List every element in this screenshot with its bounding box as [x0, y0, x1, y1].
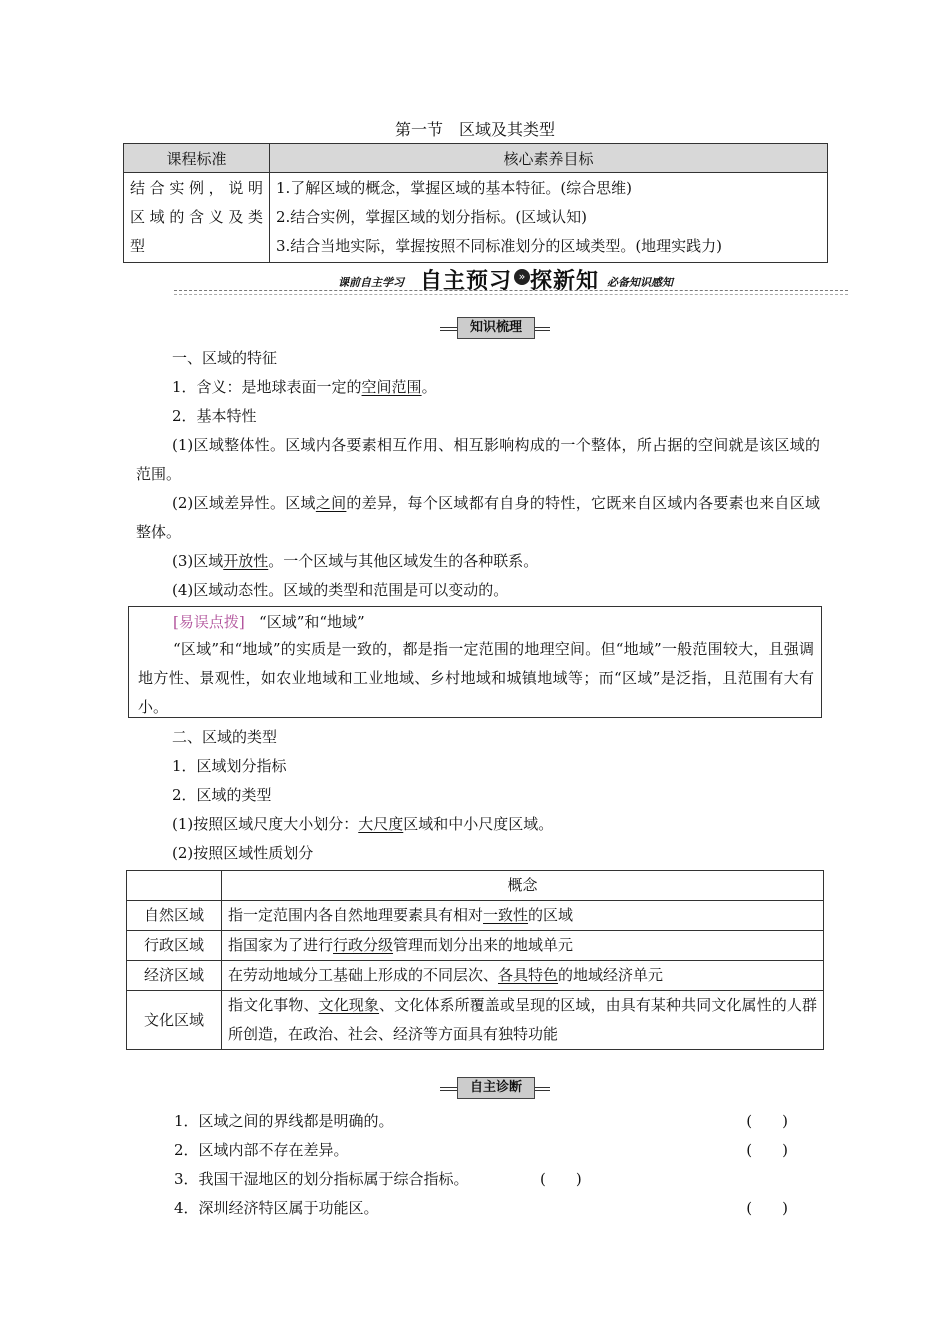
section-banner	[174, 264, 848, 298]
table-row	[127, 991, 824, 1050]
tip-body: “区域”和“地域”的实质是一致的，都是指一定范围的地理空间。但“地域”一般范围较大，且强调地方性、景观性，如农业地域和工业地域、乡村地域和城镇地域等；而“区域”是泛指，且范围有大有小。	[138, 640, 814, 716]
goal-item: 3.结合当地实际，掌握按照不同标准划分的区域类型。(地理实践力)	[276, 237, 723, 255]
item1-end: 。	[421, 378, 437, 396]
knowledge-tag-label: 知识梳理	[457, 317, 535, 339]
concept-text-end: 、文化体系所覆盖或呈现的区域，由具有某种共同文化属性的人群所创造，在政治、社会、经济等方面具有独特功能	[228, 996, 817, 1043]
p2-text: (2)区域差异性。区域	[172, 494, 316, 512]
region-type-concept	[222, 901, 824, 931]
concept-text: 在劳动地域分工基础上形成的不同层次、	[228, 966, 499, 984]
region-type-concept	[222, 961, 824, 991]
section-title	[0, 117, 950, 140]
table-header-concept: 概念	[222, 871, 824, 901]
tip-head	[173, 609, 365, 635]
item1-answer: 空间范围	[361, 378, 422, 396]
table-row	[127, 961, 824, 991]
standards-header-goals: 核心素养目标	[270, 144, 828, 173]
answer-blank[interactable]: ( )	[746, 1112, 788, 1130]
concept-answer: 行政分级	[333, 936, 394, 954]
region-type-name: 经济区域	[127, 961, 222, 991]
banner-arrow-icon: »	[514, 269, 530, 285]
standard-text	[124, 173, 270, 263]
question-item	[174, 1107, 794, 1136]
banner-divider	[174, 294, 848, 295]
question-item	[174, 1136, 794, 1165]
p3-text-end: 。一个区域与其他区域发生的各种联系。	[268, 552, 539, 570]
tip-title: “区域”和“地域”	[259, 613, 365, 631]
question-text: 4．深圳经济特区属于功能区。	[174, 1199, 379, 1217]
table-row	[127, 901, 824, 931]
standard-line: 结合实例，说明	[130, 179, 263, 197]
part1-p1: (1)区域整体性。区域内各要素相互作用、相互影响构成的一个整体，所占据的空间就是该区域的范围。	[136, 436, 820, 483]
concept-text-end: 管理而划分出来的地域单元	[393, 936, 574, 954]
knowledge-tag	[440, 317, 550, 339]
region-type-name: 行政区域	[127, 931, 222, 961]
part2-sub1	[136, 810, 856, 839]
answer-blank[interactable]: ( )	[540, 1170, 582, 1188]
diagnosis-tag-label: 自主诊断	[457, 1077, 535, 1099]
question-text: 3．我国干湿地区的划分指标属于综合指标。	[174, 1170, 469, 1188]
table-header-row	[127, 871, 824, 901]
goal-item: 1.了解区域的概念，掌握区域的基本特征。(综合思维)	[276, 179, 633, 197]
question-text: 2．区域内部不存在差异。	[174, 1141, 349, 1159]
part1-item1	[136, 373, 856, 402]
banner-left-text: 课前自主学习	[338, 276, 404, 289]
region-type-name: 文化区域	[127, 991, 222, 1050]
concept-answer: 一致性	[483, 906, 529, 924]
question-item	[174, 1165, 794, 1194]
banner-main-2: 探新知	[530, 269, 600, 294]
part1-p3	[136, 547, 856, 576]
part1-item2: 2．基本特性	[172, 407, 257, 425]
p3-text: (3)区域	[172, 552, 224, 570]
part1-heading: 一、区域的特征	[172, 349, 278, 367]
concept-answer: 文化现象	[318, 996, 380, 1014]
question-item	[174, 1194, 794, 1223]
region-type-concept	[222, 931, 824, 961]
standards-table	[123, 143, 828, 263]
item1-text: 1．含义：是地球表面一定的	[172, 378, 362, 396]
table-row	[127, 931, 824, 961]
question-text: 1．区域之间的界线都是明确的。	[174, 1112, 394, 1130]
sub1-text: (1)按照区域尺度大小划分：	[172, 815, 359, 833]
goals-cell	[270, 173, 828, 263]
p3-answer: 开放性	[223, 552, 269, 570]
goal-item: 2.结合实例，掌握区域的划分指标。(区域认知)	[276, 208, 588, 226]
banner-divider	[174, 290, 848, 291]
concept-text: 指文化事物、	[228, 996, 319, 1014]
part2-item2: 2．区域的类型	[172, 786, 272, 804]
answer-blank[interactable]: ( )	[746, 1199, 788, 1217]
concept-text: 指国家为了进行	[228, 936, 334, 954]
standard-line: 区域的含义及类	[130, 208, 263, 226]
part1-p2	[136, 489, 820, 547]
concept-text-end: 的地域经济单元	[558, 966, 664, 984]
banner-main-1: 自主预习	[420, 269, 513, 294]
tip-label: [易误点拨]	[173, 613, 245, 631]
p2-text-end: 的差异，每个区域都有自身的特性，它既来自区域内各要素也来自区域整体。	[136, 494, 820, 541]
banner-right-text: 必备知识感知	[607, 276, 673, 289]
section-name: 区域及其类型	[459, 120, 556, 139]
sub1-answer: 大尺度	[358, 815, 404, 833]
standard-line: 型	[130, 237, 146, 255]
sub1-text-end: 区域和中小尺度区域。	[403, 815, 554, 833]
part2-item1: 1．区域划分指标	[172, 757, 287, 775]
section-number: 第一节	[394, 120, 443, 139]
standards-header-course: 课程标准	[124, 144, 270, 173]
region-types-table	[126, 870, 824, 1050]
part1-p4: (4)区域动态性。区域的类型和范围是可以变动的。	[172, 581, 509, 599]
part2-heading: 二、区域的类型	[172, 728, 278, 746]
table-header-empty	[127, 871, 222, 901]
region-type-name: 自然区域	[127, 901, 222, 931]
region-type-concept	[222, 991, 824, 1050]
concept-text: 指一定范围内各自然地理要素具有相对	[228, 906, 484, 924]
answer-blank[interactable]: ( )	[746, 1141, 788, 1159]
diagnosis-tag	[440, 1077, 550, 1099]
concept-answer: 各具特色	[498, 966, 559, 984]
tip-box	[128, 606, 822, 718]
p2-answer: 之间	[315, 494, 347, 512]
part2-sub2: (2)按照区域性质划分	[172, 844, 314, 862]
concept-text-end: 的区域	[528, 906, 574, 924]
